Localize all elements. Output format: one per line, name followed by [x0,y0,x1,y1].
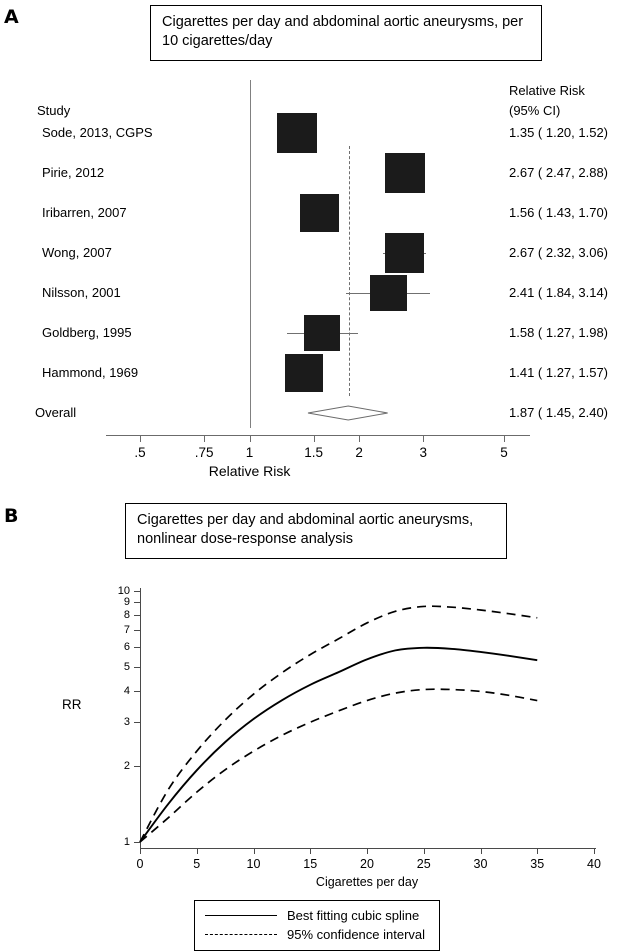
spline-y-tick [134,691,140,692]
legend-item [203,925,431,944]
spline-x-tick [367,848,368,854]
forest-estimate-value: 1.41 ( 1.27, 1.57) [509,365,609,380]
legend-item [203,906,431,925]
forest-header-relative-risk: Relative Risk [509,83,585,98]
spline-x-tick [424,848,425,854]
forest-overall-reference-line [349,146,350,396]
spline-y-tick [134,667,140,668]
spline-x-tick [594,848,595,854]
spline-x-tick [140,848,141,854]
forest-study-label: Goldberg, 1995 [42,325,132,340]
forest-effect-marker [300,194,339,233]
forest-estimate-value: 1.56 ( 1.43, 1.70) [509,205,609,220]
spline-y-tick [134,602,140,603]
spline-x-tick-label: 10 [246,857,261,871]
forest-estimate-value: 2.67 ( 2.47, 2.88) [509,165,609,180]
spline-y-tick [134,647,140,648]
spline-y-axis-title: RR [62,697,82,712]
dashed-line-icon [203,930,279,940]
forest-effect-marker [285,354,323,392]
forest-study-label: Wong, 2007 [42,245,112,260]
forest-axis-tick [423,435,424,442]
forest-axis-tick [359,435,360,442]
forest-axis-tick-label: 1.5 [304,445,324,460]
panel-b-title: Cigarettes per day and abdominal aortic aneurysms, nonlinear dose-response analysis [125,503,507,559]
forest-study-label: Hammond, 1969 [42,365,139,380]
spline-y-tick-label: 3 [123,716,130,729]
forest-axis-tick [204,435,205,442]
spline-y-tick [134,615,140,616]
spline-x-tick [254,848,255,854]
spline-y-tick-label: 5 [123,660,130,673]
forest-effect-marker [277,113,317,153]
spline-main-curve [140,648,537,842]
forest-estimate-value: 1.35 ( 1.20, 1.52) [509,125,609,140]
spline-x-tick-label: 35 [530,857,545,871]
solid-line-icon [203,911,279,921]
panel-a-letter: A [4,6,19,28]
forest-overall-estimate-value: 1.87 ( 1.45, 2.40) [509,405,609,420]
forest-study-label: Sode, 2013, CGPS [42,125,153,140]
forest-axis-tick [250,435,251,442]
spline-plot [0,560,633,940]
forest-x-axis [106,435,530,436]
panel-a-title: Cigarettes per day and abdominal aortic aneurysms, per 10 cigarettes/day [150,5,542,61]
spline-x-tick-label: 5 [193,857,201,871]
spline-x-tick-label: 20 [360,857,374,871]
spline-x-tick-label: 15 [303,857,318,871]
spline-y-tick-label: 4 [123,684,130,697]
forest-study-label: Nilsson, 2001 [42,285,121,300]
spline-x-tick [310,848,311,854]
spline-y-tick [134,766,140,767]
spline-y-tick [134,722,140,723]
spline-y-tick [134,842,140,843]
spline-x-axis-title: Cigarettes per day [315,875,419,889]
forest-axis-tick-label: 5 [500,445,508,460]
spline-x-tick [537,848,538,854]
panel-b-letter: B [4,505,19,527]
spline-legend [194,900,440,951]
forest-axis-tick [314,435,315,442]
forest-estimate-value: 1.58 ( 1.27, 1.98) [509,325,609,340]
spline-y-tick-label: 7 [123,623,130,636]
forest-axis-tick-label: 2 [355,445,363,460]
forest-x-axis-title: Relative Risk [208,463,291,479]
forest-axis-tick-label: .5 [134,445,146,460]
forest-axis-tick-label: .75 [194,445,214,460]
spline-confidence-curve [140,606,537,842]
forest-null-reference-line [250,80,251,428]
forest-axis-tick-label: 3 [419,445,427,460]
spline-x-tick [197,848,198,854]
forest-effect-marker [304,315,340,351]
spline-confidence-curve [140,689,537,842]
spline-y-tick-label: 9 [123,596,130,609]
forest-header-study: Study [37,103,71,118]
spline-x-axis [140,848,596,849]
spline-x-tick-label: 30 [473,857,488,871]
spline-y-tick-label: 6 [123,640,130,653]
legend-label: Best fitting cubic spline [287,908,420,923]
forest-axis-tick [140,435,141,442]
forest-overall-label: Overall [35,405,77,420]
spline-y-tick-label: 1 [123,836,130,848]
spline-y-tick-label: 10 [117,585,130,597]
forest-study-label: Pirie, 2012 [42,165,105,180]
forest-effect-marker [385,233,424,272]
forest-estimate-value: 2.41 ( 1.84, 3.14) [509,285,609,300]
forest-axis-tick-label: 1 [245,445,254,460]
legend-label: 95% confidence interval [287,927,426,942]
forest-overall-diamond [306,402,390,424]
spline-x-tick-label: 25 [416,857,431,871]
forest-axis-tick [504,435,505,442]
forest-plot [0,80,633,495]
forest-header-confidence-interval: (95% CI) [509,103,561,118]
spline-y-tick [134,591,140,592]
spline-y-tick-label: 2 [123,760,130,773]
spline-y-tick-label: 8 [123,609,130,622]
spline-y-tick [134,630,140,631]
forest-effect-marker [385,153,425,193]
spline-x-tick-label: 0 [136,857,144,871]
forest-study-label: Iribarren, 2007 [42,205,127,220]
forest-estimate-value: 2.67 ( 2.32, 3.06) [509,245,609,260]
spline-y-axis [140,588,141,849]
forest-effect-marker [370,275,407,312]
spline-x-tick-label: 40 [587,857,601,871]
spline-x-tick [481,848,482,854]
